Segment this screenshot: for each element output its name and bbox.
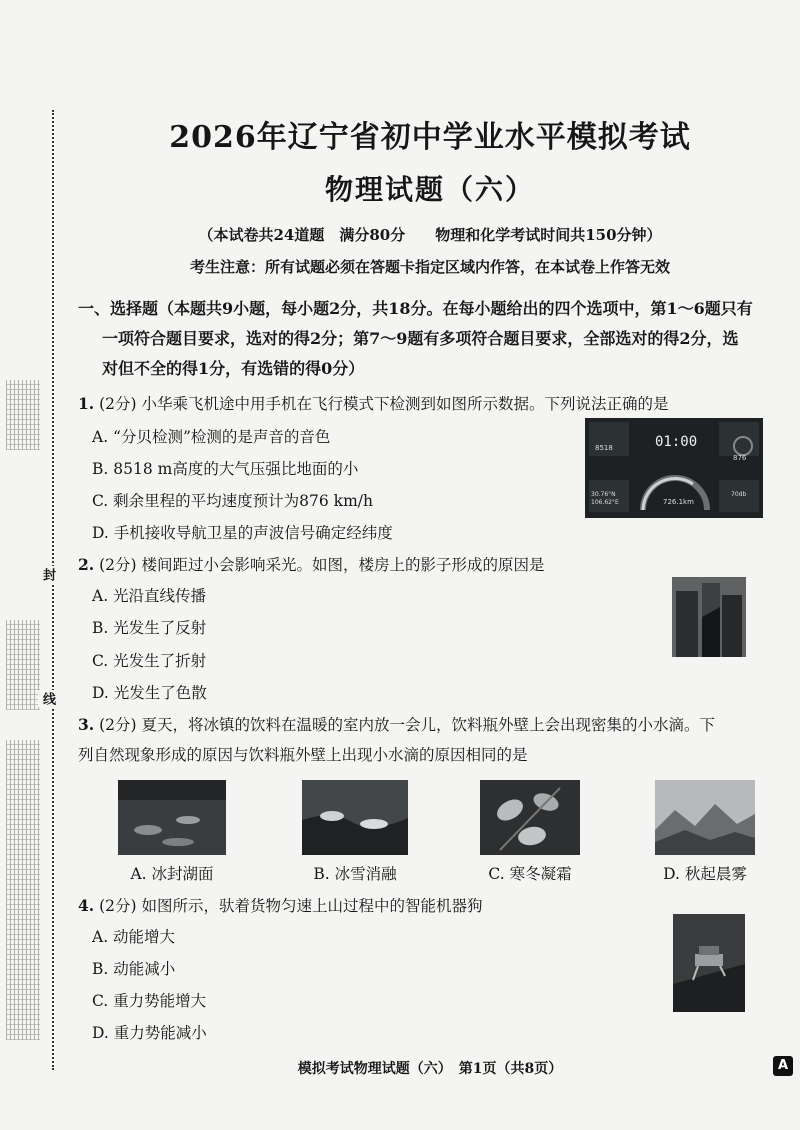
question-3: [78, 710, 783, 770]
frozen-lake-graphic: [118, 780, 226, 855]
binding-line-label: 线: [40, 692, 55, 705]
page-footer: 模拟考试物理试题（六） 第1页（共8页）: [297, 1061, 563, 1077]
melting-snow-photo: [302, 780, 408, 855]
frost-leaves-graphic: [480, 780, 580, 855]
robot-dog-graphic: [673, 914, 745, 1012]
name-field-area: [6, 380, 40, 450]
speed-value: 876: [733, 454, 747, 462]
q1-option-d: D. 手机接收导航卫星的声波信号确定经纬度: [92, 524, 393, 542]
binding-margin: [0, 0, 62, 1130]
q2-option-a: A. 光沿直线传播: [92, 587, 207, 605]
decibel-value: 70db: [731, 491, 747, 498]
robot-dog-photo: [673, 914, 745, 1012]
version-badge: A: [773, 1056, 793, 1076]
coord-east: 106.62°E: [591, 499, 619, 506]
fog-graphic: [655, 780, 755, 855]
q3-caption-b: B. 冰雪消融: [313, 865, 397, 883]
question-1: [78, 392, 783, 416]
flight-time: 01:00: [655, 434, 698, 450]
q2-option-c: C. 光发生了折射: [92, 652, 207, 670]
building-shadow-photo: [672, 577, 746, 657]
altitude-value: 8518: [595, 444, 613, 452]
q3-caption-c: C. 寒冬凝霜: [488, 865, 572, 883]
q4-option-c: C. 重力势能增大: [92, 992, 207, 1010]
question-stem: (2分) 小华乘飞机途中用手机在飞行模式下检测到如图所示数据。下列说法正确的是: [99, 395, 669, 413]
question-number: 4.: [78, 896, 95, 915]
frost-photo: [480, 780, 580, 855]
q4-option-b: B. 动能减小: [92, 960, 176, 978]
frozen-lake-photo: [118, 780, 226, 855]
class-field-area: [6, 620, 40, 710]
q1-option-b: B. 8518 m高度的大气压强比地面的小: [92, 460, 359, 478]
q4-option-a: A. 动能增大: [92, 928, 176, 946]
section-instructions: [78, 294, 783, 384]
section-line-1: 一、选择题（本题共9小题，每小题2分，共18分。在每小题给出的四个选项中，第1～6题只有: [78, 299, 753, 318]
flight-data-figure: [585, 418, 763, 518]
flight-dashboard-graphic: [585, 418, 763, 518]
binding-dotted-line: [52, 110, 54, 1070]
q4-option-d: D. 重力势能减小: [92, 1024, 207, 1042]
melting-snow-graphic: [302, 780, 408, 855]
q3-caption-d: D. 秋起晨雾: [663, 865, 747, 883]
q1-option-c: C. 剩余里程的平均速度预计为876 km/h: [92, 492, 373, 510]
q2-option-b: B. 光发生了反射: [92, 619, 207, 637]
question-number: 1.: [78, 394, 95, 413]
question-stem: (2分) 楼间距过小会影响采光。如图，楼房上的影子形成的原因是: [99, 556, 545, 574]
section-line-2: 一项符合题目要求，选对的得2分；第7～9题有多项符合题目要求，全部选对的得2分，选: [102, 329, 739, 348]
binding-seal-label: 封: [40, 568, 55, 581]
q1-option-a: A. “分贝检测”检测的是声音的音色: [92, 428, 331, 446]
page-title: 2026年辽宁省初中学业水平模拟考试: [169, 120, 691, 155]
buildings-graphic: [672, 577, 746, 657]
question-number: 3.: [78, 715, 95, 734]
question-number: 2.: [78, 555, 95, 574]
question-stem: (2分) 如图所示，驮着货物匀速上山过程中的智能机器狗: [99, 897, 483, 915]
exam-notice: 考生注意：所有试题必须在答题卡指定区域内作答，在本试卷上作答无效: [189, 258, 670, 276]
page-subtitle: 物理试题（六）: [324, 173, 535, 206]
question-stem-line-1: (2分) 夏天，将冰镇的饮料在温暖的室内放一会儿，饮料瓶外壁上会出现密集的小水滴。下: [99, 716, 716, 734]
morning-fog-photo: [655, 780, 755, 855]
question-stem-line-2: 列自然现象形成的原因与饮料瓶外壁上出现小水滴的原因相同的是: [78, 746, 528, 764]
q3-caption-a: A. 冰封湖面: [130, 865, 214, 883]
section-line-3: 对但不全的得1分，有选错的得0分）: [102, 359, 365, 378]
distance-value: 726.1km: [663, 498, 694, 506]
q2-option-d: D. 光发生了色散: [92, 684, 207, 702]
question-2: [78, 553, 783, 577]
id-field-area: [6, 740, 40, 1040]
coord-north: 30.76°N: [591, 491, 616, 498]
exam-info: （本试卷共24道题 满分80分 物理和化学考试时间共150分钟）: [198, 226, 662, 244]
